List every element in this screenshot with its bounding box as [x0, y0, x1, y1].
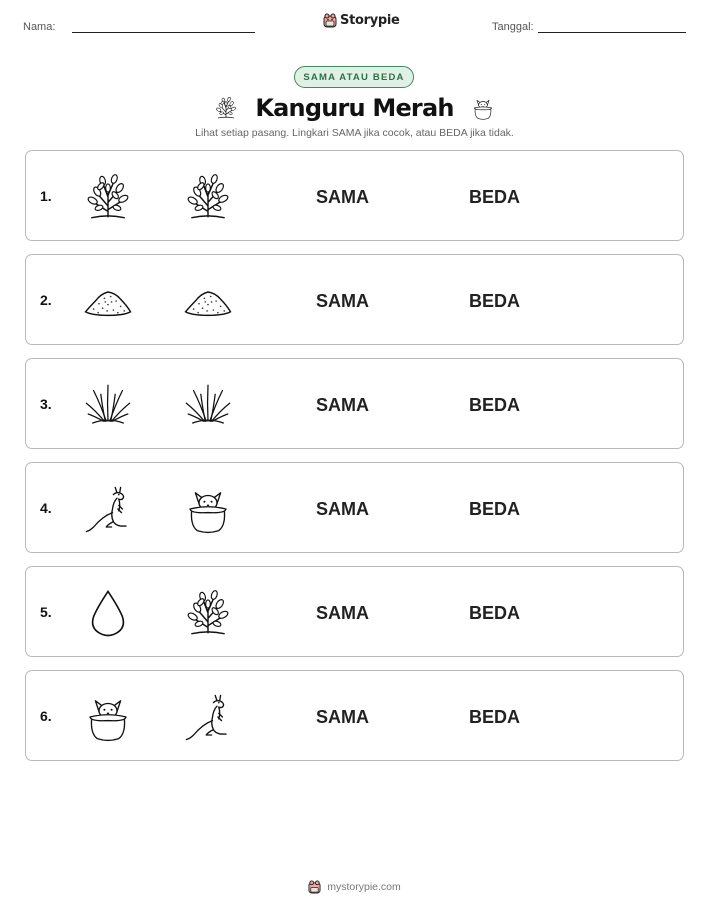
beda-option[interactable]: BEDA — [469, 187, 521, 207]
question-number: 3. — [40, 396, 52, 412]
question-number: 1. — [40, 188, 52, 204]
question-row — [25, 670, 684, 761]
beda-option[interactable]: BEDA — [469, 291, 521, 311]
question-number: 5. — [40, 604, 52, 620]
joey-pouch-icon — [470, 95, 496, 121]
grass-icon — [181, 378, 235, 432]
sand-pile-icon — [181, 274, 235, 328]
question-row — [25, 566, 684, 657]
title-row — [0, 90, 709, 126]
brand-name: Storypie — [340, 13, 400, 28]
name-label: Nama: — [23, 21, 56, 33]
bush-icon — [81, 170, 135, 224]
question-row — [25, 462, 684, 553]
date-label: Tanggal: — [492, 21, 534, 33]
question-number: 4. — [40, 500, 52, 516]
sama-option[interactable]: SAMA — [316, 603, 369, 623]
beda-option[interactable]: BEDA — [469, 499, 521, 519]
footer-url: mystorypie.com — [327, 881, 401, 893]
brand-logo — [323, 13, 400, 28]
joey-pouch-icon — [181, 482, 235, 536]
grass-icon — [81, 378, 135, 432]
question-row — [25, 358, 684, 449]
sama-option[interactable]: SAMA — [316, 395, 369, 415]
date-field[interactable] — [538, 32, 686, 33]
page-title: Kanguru Merah — [255, 94, 454, 122]
storypie-mascot-icon — [323, 13, 337, 28]
question-row — [25, 150, 684, 241]
beda-option[interactable]: BEDA — [469, 395, 521, 415]
bush-icon — [181, 170, 235, 224]
beda-option[interactable]: BEDA — [469, 603, 521, 623]
footer — [0, 880, 709, 894]
kangaroo-icon — [181, 690, 235, 744]
kangaroo-icon — [81, 482, 135, 536]
bush-icon — [181, 586, 235, 640]
name-field[interactable] — [72, 32, 255, 33]
worksheet-header — [0, 0, 709, 50]
question-number: 6. — [40, 708, 52, 724]
sama-option[interactable]: SAMA — [316, 707, 369, 727]
worksheet-type-badge: SAMA ATAU BEDA — [294, 66, 414, 88]
sand-pile-icon — [81, 274, 135, 328]
sama-option[interactable]: SAMA — [316, 499, 369, 519]
bush-icon — [213, 95, 239, 121]
water-drop-icon — [81, 586, 135, 640]
joey-pouch-icon — [81, 690, 135, 744]
sama-option[interactable]: SAMA — [316, 291, 369, 311]
question-row — [25, 254, 684, 345]
question-number: 2. — [40, 292, 52, 308]
instructions: Lihat setiap pasang. Lingkari SAMA jika cocok, atau BEDA jika tidak. — [195, 127, 514, 139]
beda-option[interactable]: BEDA — [469, 707, 521, 727]
storypie-mascot-icon — [308, 880, 321, 894]
sama-option[interactable]: SAMA — [316, 187, 369, 207]
